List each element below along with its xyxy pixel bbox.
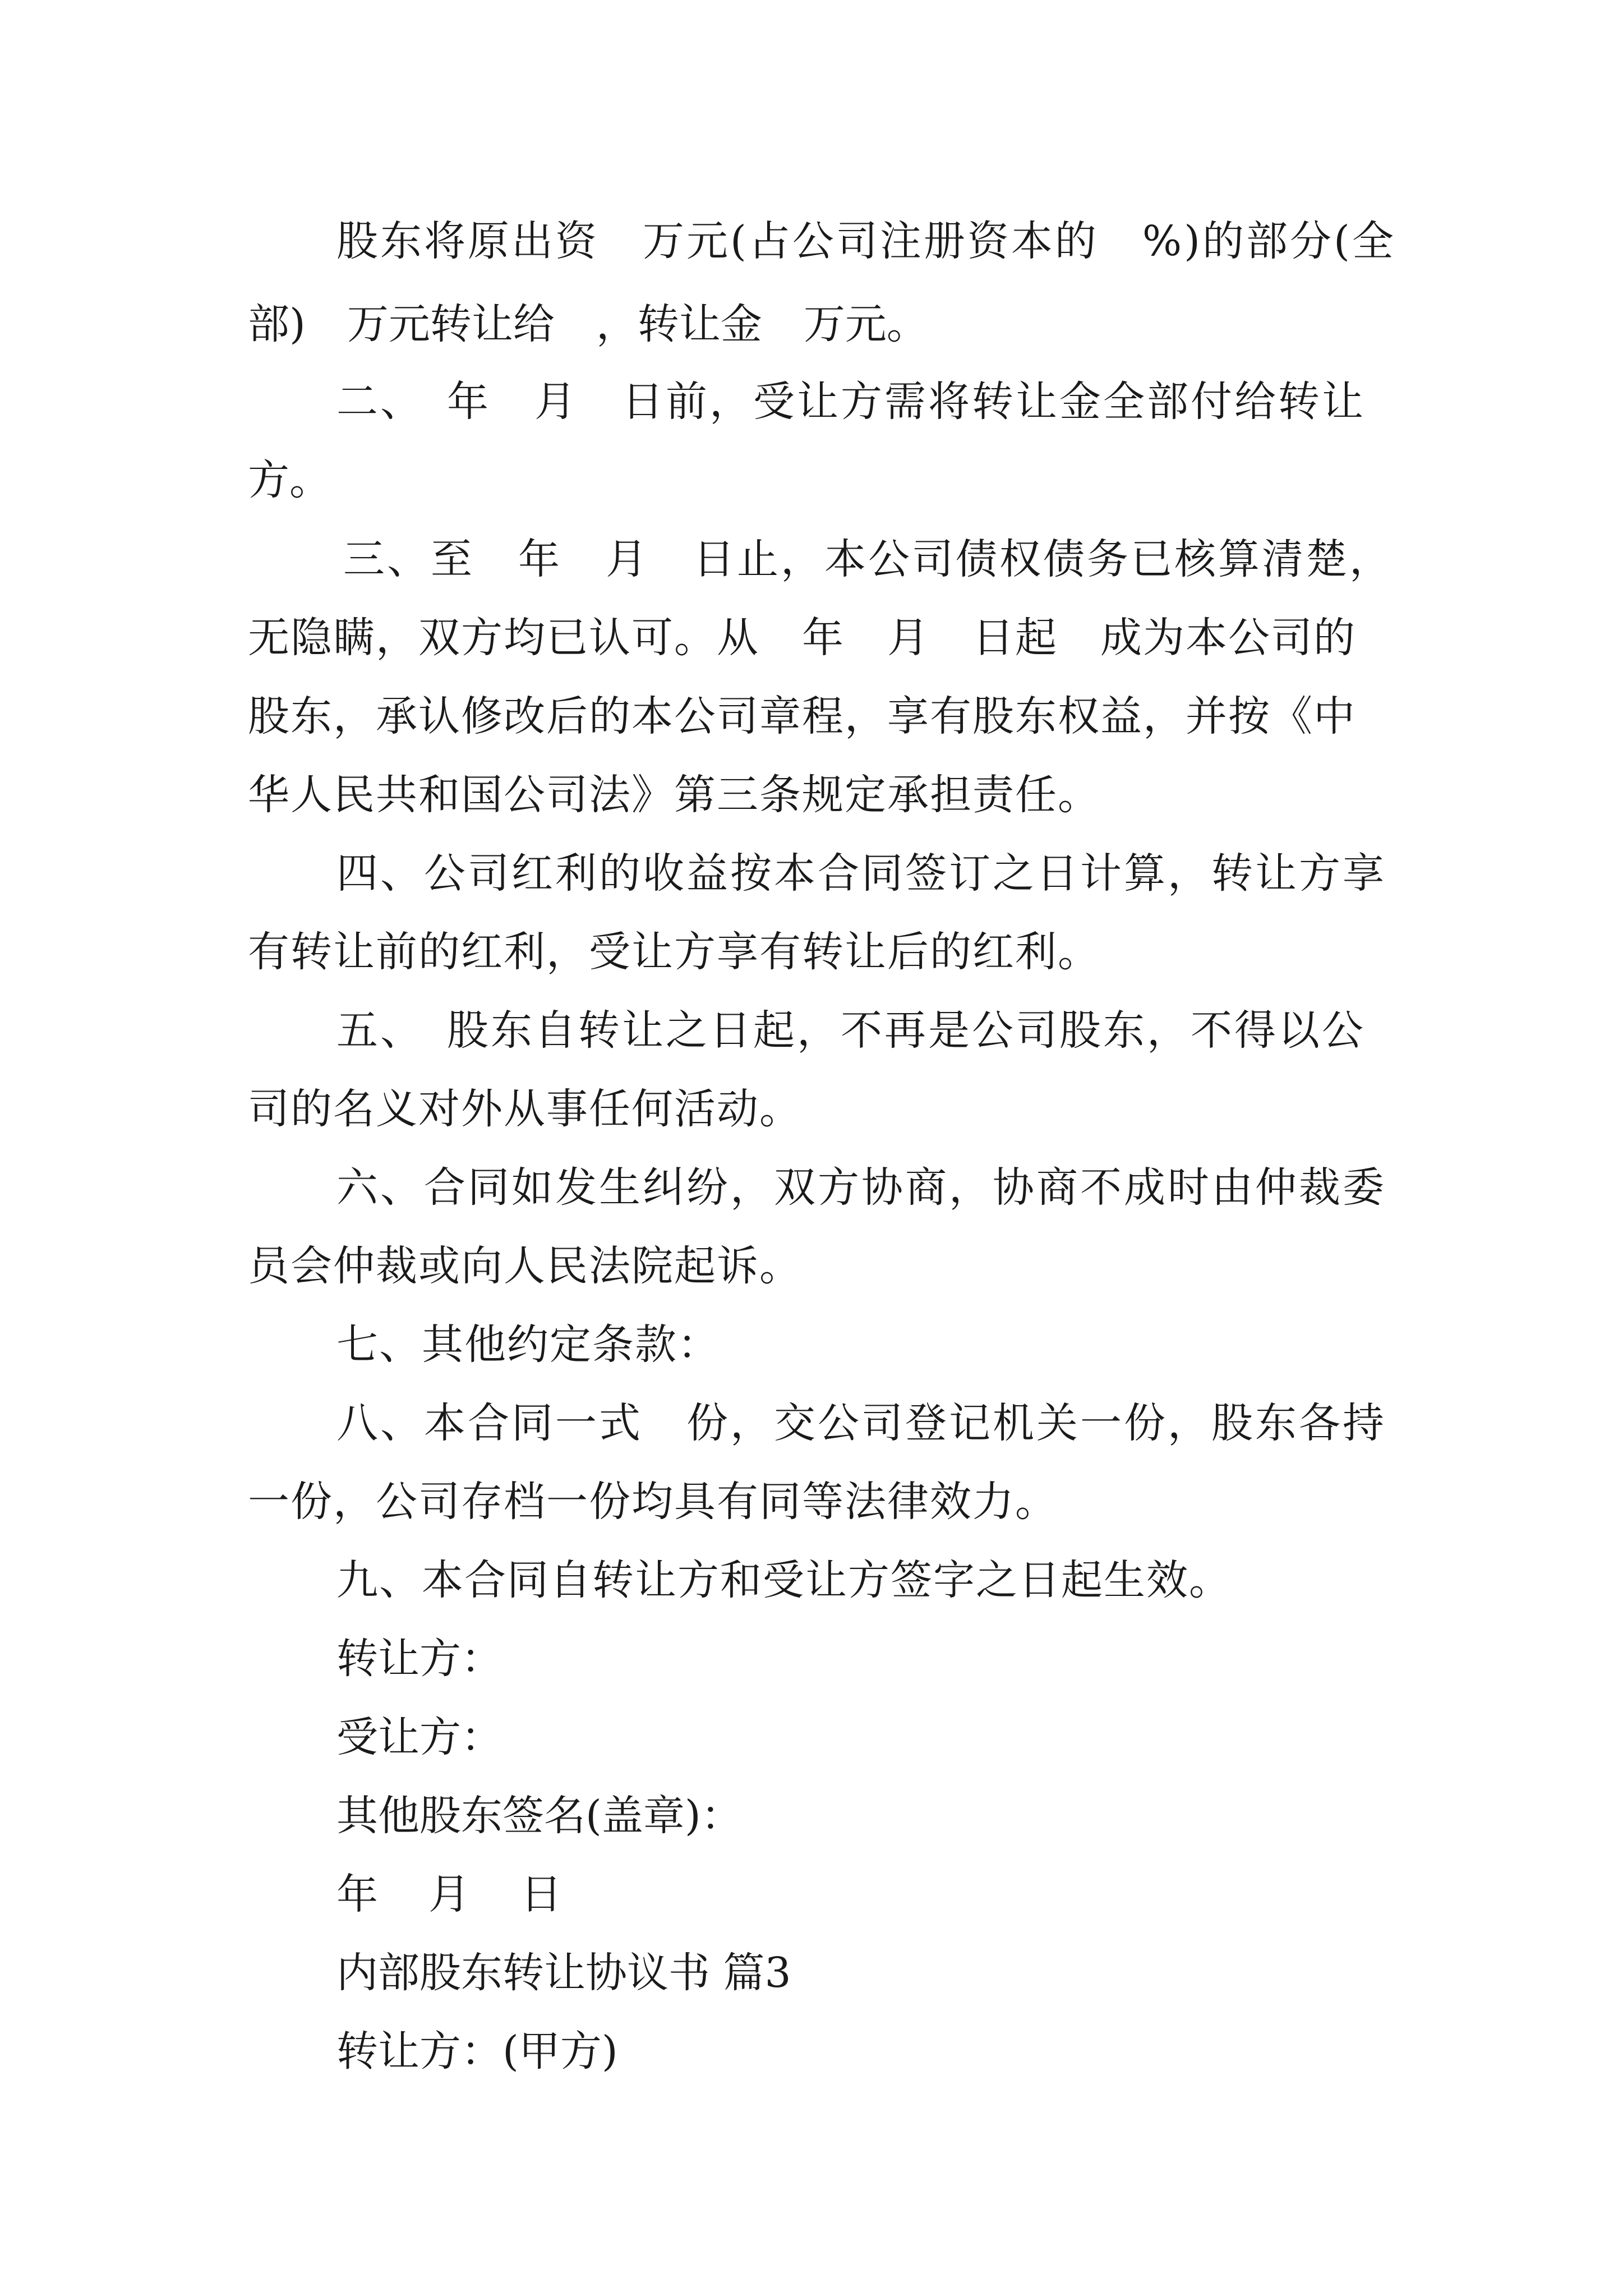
clause-8-line-1: 八、本合同一式 份，交公司登记机关一份，股东各持 — [336, 1399, 1386, 1447]
paragraph-1-line-1: 股东将原出资 万元(占公司注册资本的 %)的部分(全 — [336, 217, 1396, 265]
transferor-signature-line: 转让方： — [336, 1635, 502, 1683]
clause-5-line-1: 五、 股东自转让之日起，不再是公司股东，不得以公 — [336, 1006, 1366, 1055]
clause-9: 九、本合同自转让方和受让方签字之日起生效。 — [336, 1556, 1232, 1604]
clause-6-line-1: 六、合同如发生纠纷，双方协商，协商不成时由仲裁委 — [336, 1163, 1386, 1212]
transferee-signature-line: 受让方： — [336, 1713, 502, 1761]
date-line: 年 月 日 — [336, 1870, 566, 1918]
clause-3-line-1: 三、至 年 月 日止，本公司债权债务已核算清楚， — [343, 535, 1393, 583]
paragraph-1-line-2: 部) 万元转让给 ，转让金 万元。 — [248, 300, 928, 348]
clause-3-line-3: 股东，承认修改后的本公司章程，享有股东权益，并按《中 — [248, 692, 1356, 740]
clause-4-line-1: 四、公司红利的收益按本合同签订之日计算，转让方享 — [336, 849, 1386, 898]
clause-3-line-4: 华人民共和国公司法》第三条规定承担责任。 — [248, 771, 1100, 819]
section-heading: 内部股东转让协议书 篇3 — [336, 1949, 791, 1997]
clause-7: 七、其他约定条款： — [336, 1320, 720, 1369]
clause-6-line-2: 员会仲裁或向人民法院起诉。 — [248, 1242, 802, 1290]
other-shareholders-signature-line: 其他股东签名(盖章)： — [336, 1792, 743, 1840]
clause-5-line-2: 司的名义对外从事任何活动。 — [248, 1085, 802, 1133]
clause-8-line-2: 一份，公司存档一份均具有同等法律效力。 — [248, 1478, 1058, 1526]
party-a-line: 转让方：(甲方) — [336, 2027, 618, 2076]
clause-4-line-2: 有转让前的红利，受让方享有转让后的红利。 — [248, 928, 1100, 976]
clause-2-line-1: 二、 年 月 日前，受让方需将转让金全部付给转让 — [336, 378, 1366, 426]
clause-3-line-2: 无隐瞒，双方均已认可。从 年 月 日起 成为本公司的 — [248, 614, 1356, 662]
clause-2-line-2: 方。 — [248, 456, 331, 504]
